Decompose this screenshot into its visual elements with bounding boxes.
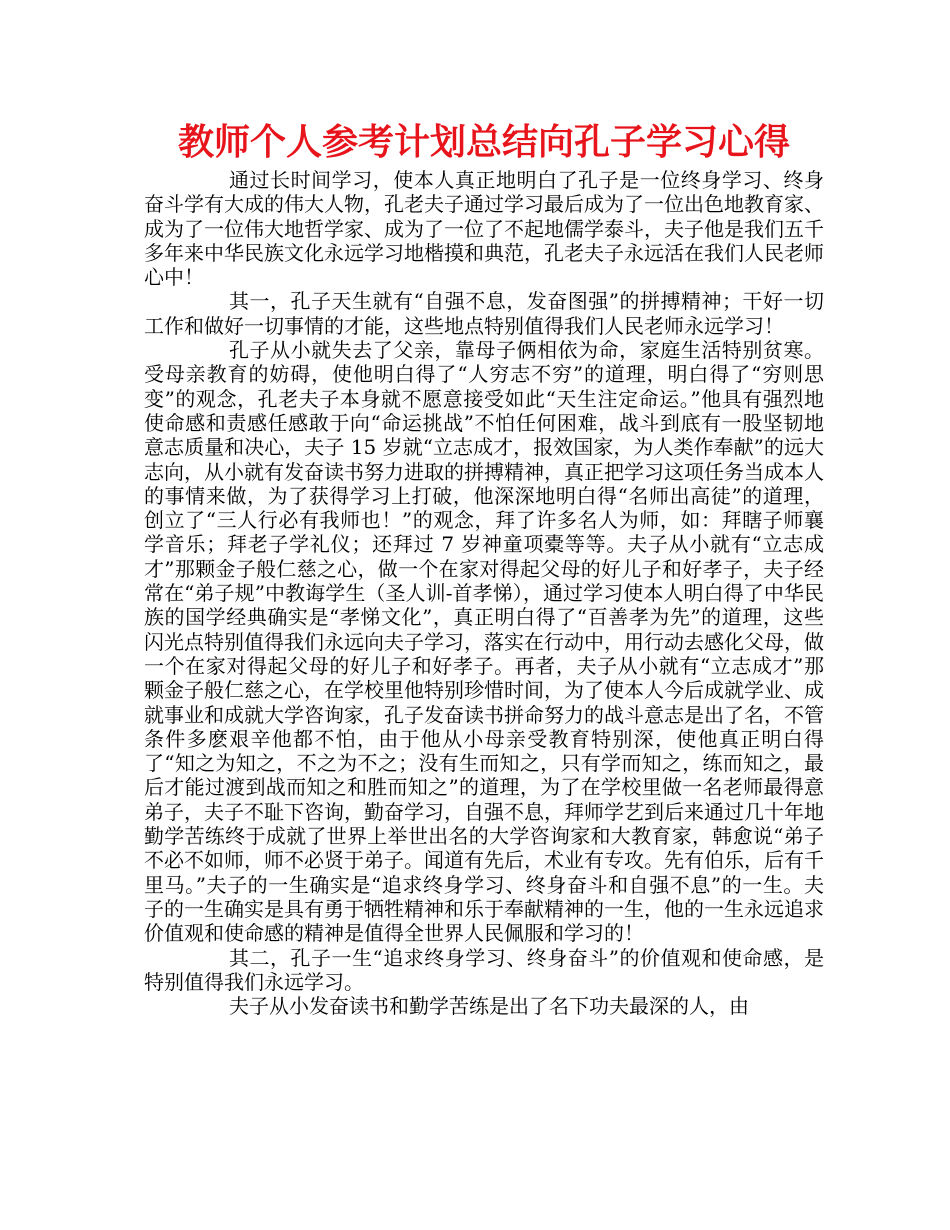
document-page (144, 118, 824, 1018)
document-body (144, 168, 824, 1018)
paragraph-point-two: 其二，孔子一生“追求终身学习、终身奋斗”的价值观和使命感，是特别值得我们永远学习。 (144, 945, 824, 994)
paragraph-point-one-detail: 孔子从小就失去了父亲，靠母子俩相依为命，家庭生活特别贫寒。受母亲教育的妨碍，使他明白得了“人穷志不穷”的道理，明白得了“穷则思变”的观念，孔老夫子本身就不愿意接受如此“天生注定命运。”他具有强烈地使命感和责感任感敢于向“命运挑战”不怕任何困难，战斗到底有一股坚韧地意志质量和决心，夫子 15 岁就“立志成才，报效国家，为人类作奉献”的远大志向，从小就有发奋读书努力进取的拼搏精神，真正把学习这项任务当成本人的事情来做，为了获得学习上打破，他深深地明白得“名师出高徒”的道理，创立了“三人行必有我师也！”的观念，拜了许多名人为师，如：拜瞎子师襄学音乐；拜老子学礼仪；还拜过 7 岁神童项橐等等。夫子从小就有“立志成才”那颗金子般仁慈之心，做一个在家对得起父母的好儿子和好孝子，夫子经常在“弟子规”中教诲学生（圣人训-首孝悌），通过学习使本人明白得了中华民族的国学经典确实是“孝悌文化”，真正明白得了“百善孝为先”的道理，这些闪光点特别值得我们永远向夫子学习，落实在行动中，用行动去感化父母，做一个在家对得起父母的好儿子和好孝子。再者，夫子从小就有“立志成才”那颗金子般仁慈之心，在学校里他特别珍惜时间，为了使本人今后成就学业、成就事业和成就大学咨询家，孔子发奋读书拼命努力的战斗意志是出了名，不管条件多麽艰辛他都不怕，由于他从小母亲受教育特别深，使他真正明白得了“知之为知之，不之为不之；没有生而知之，只有学而知之，练而知之，最后才能过渡到战而知之和胜而知之”的道理，为了在学校里做一名老师最得意弟子，夫子不耻下咨询，勤奋学习，自强不息，拜师学艺到后来通过几十年地勤学苦练终于成就了世界上举世出名的大学咨询家和大教育家，韩愈说“弟子不必不如师，师不必贤于弟子。闻道有先后，术业有专攻。先有伯乐，后有千里马。”夫子的一生确实是“追求终身学习、终身奋斗和自强不息”的一生。夫子的一生确实是具有勇于牺牲精神和乐于奉献精神的一生，他的一生永远追求价值观和使命感的精神是值得全世界人民佩服和学习的！ (144, 338, 824, 946)
paragraph-point-one: 其一，孔子天生就有“自强不息，发奋图强”的拼搏精神；干好一切工作和做好一切事情的才能，这些地点特别值得我们人民老师永远学习！ (144, 289, 824, 338)
paragraph-intro: 通过长时间学习，使本人真正地明白了孔子是一位终身学习、终身奋斗学有大成的伟大人物，孔老夫子通过学习最后成为了一位出色地教育家、成为了一位伟大地哲学家、成为了一位了不起地儒学泰斗，夫子他是我们五千多年来中华民族文化永远学习地楷摸和典范，孔老夫子永远活在我们人民老师心中！ (144, 168, 824, 290)
paragraph-point-two-detail: 夫子从小发奋读书和勤学苦练是出了名下功夫最深的人，由 (229, 994, 749, 1019)
document-title: 教师个人参考计划总结向孔子学习心得 (177, 122, 790, 163)
